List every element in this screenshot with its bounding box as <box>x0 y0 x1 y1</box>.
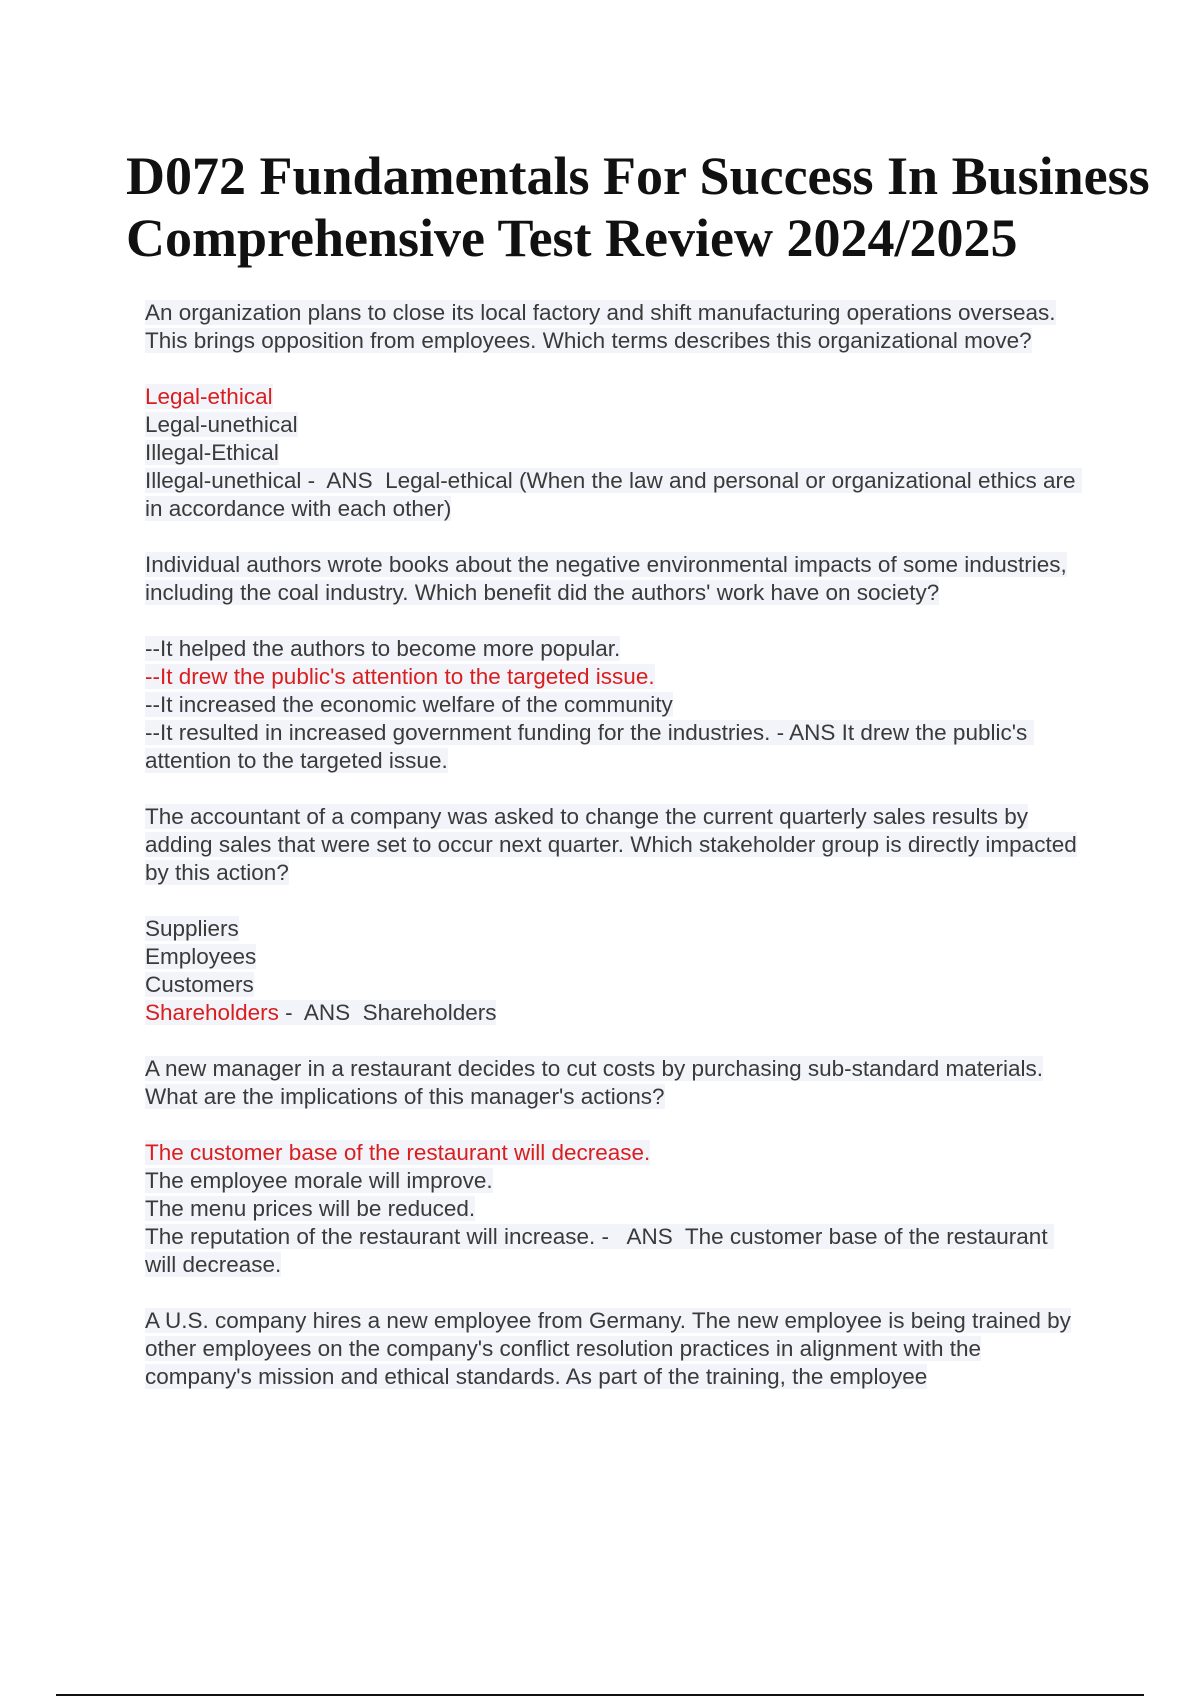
qa-item <box>145 551 1085 775</box>
option-with-answer: Illegal-unethical - ANS Legal-ethical (When the law and personal or organizational ethics are in accordance with each other) <box>145 468 1082 521</box>
footer-rule <box>56 1694 1144 1696</box>
option: Customers <box>145 972 254 997</box>
answer-separator: - ANS <box>595 1224 685 1249</box>
option: The menu prices will be reduced. <box>145 1196 476 1221</box>
options-list <box>145 635 1085 775</box>
question-text: Individual authors wrote books about the negative environmental impacts of some industries, including the coal industry. Which benefit did the authors' work have on society? <box>145 552 1067 605</box>
answer-text: Legal-ethical (When the law and personal or organizational ethics are in accordance with each other) <box>145 468 1082 521</box>
option-with-answer: The reputation of the restaurant will increase. - ANS The customer base of the restaurant will decrease. <box>145 1224 1054 1277</box>
answer-separator: - ANS <box>770 720 842 745</box>
option: The employee morale will improve. <box>145 1168 493 1193</box>
question-text: A new manager in a restaurant decides to cut costs by purchasing sub-standard materials. What are the implications of this manager's actions? <box>145 1056 1043 1109</box>
title-line-2: Comprehensive Test Review 2024/2025 <box>126 208 1018 268</box>
option: Employees <box>145 944 257 969</box>
answer-separator: - ANS <box>278 1000 363 1025</box>
question-text: A U.S. company hires a new employee from Germany. The new employee is being trained by other employees on the company's conflict resolution practices in alignment with the company's mission and ethical standards. As part of the training, the employee <box>145 1308 1071 1389</box>
option: --It increased the economic welfare of the community <box>145 692 673 717</box>
answer-separator: - ANS <box>301 468 386 493</box>
options-list <box>145 1139 1085 1279</box>
qa-item <box>145 1307 1085 1391</box>
option-correct: --It drew the public's attention to the targeted issue. <box>145 664 655 689</box>
qa-list <box>145 299 1085 1419</box>
option: --It helped the authors to become more popular. <box>145 636 621 661</box>
title-line-1: D072 Fundamentals For Success In Business <box>126 146 1150 206</box>
qa-item <box>145 1055 1085 1279</box>
options-list <box>145 383 1085 523</box>
option-correct: The customer base of the restaurant will decrease. <box>145 1140 651 1165</box>
options-list <box>145 915 1085 1027</box>
qa-item <box>145 803 1085 1027</box>
option: Legal-unethical <box>145 412 298 437</box>
answer-text: It drew the public's attention to the targeted issue. <box>145 720 1034 773</box>
option-correct: Legal-ethical <box>145 384 273 409</box>
option: Suppliers <box>145 916 239 941</box>
answer-text: The customer base of the restaurant will decrease. <box>145 1224 1054 1277</box>
document-title <box>126 145 1196 269</box>
option-with-answer: --It resulted in increased government funding for the industries. - ANS It drew the public's attention to the targeted issue. <box>145 720 1034 773</box>
question-text: The accountant of a company was asked to change the current quarterly sales results by adding sales that were set to occur next quarter. Which stakeholder group is directly impacted by this action? <box>145 804 1077 885</box>
option-correct-with-answer: Shareholders - ANS Shareholders <box>145 1000 497 1025</box>
question-text: An organization plans to close its local factory and shift manufacturing operations overseas. This brings opposition from employees. Which terms describes this organizational move? <box>145 300 1056 353</box>
answer-text: Shareholders <box>362 1000 497 1025</box>
qa-item <box>145 299 1085 523</box>
option: Illegal-Ethical <box>145 440 279 465</box>
